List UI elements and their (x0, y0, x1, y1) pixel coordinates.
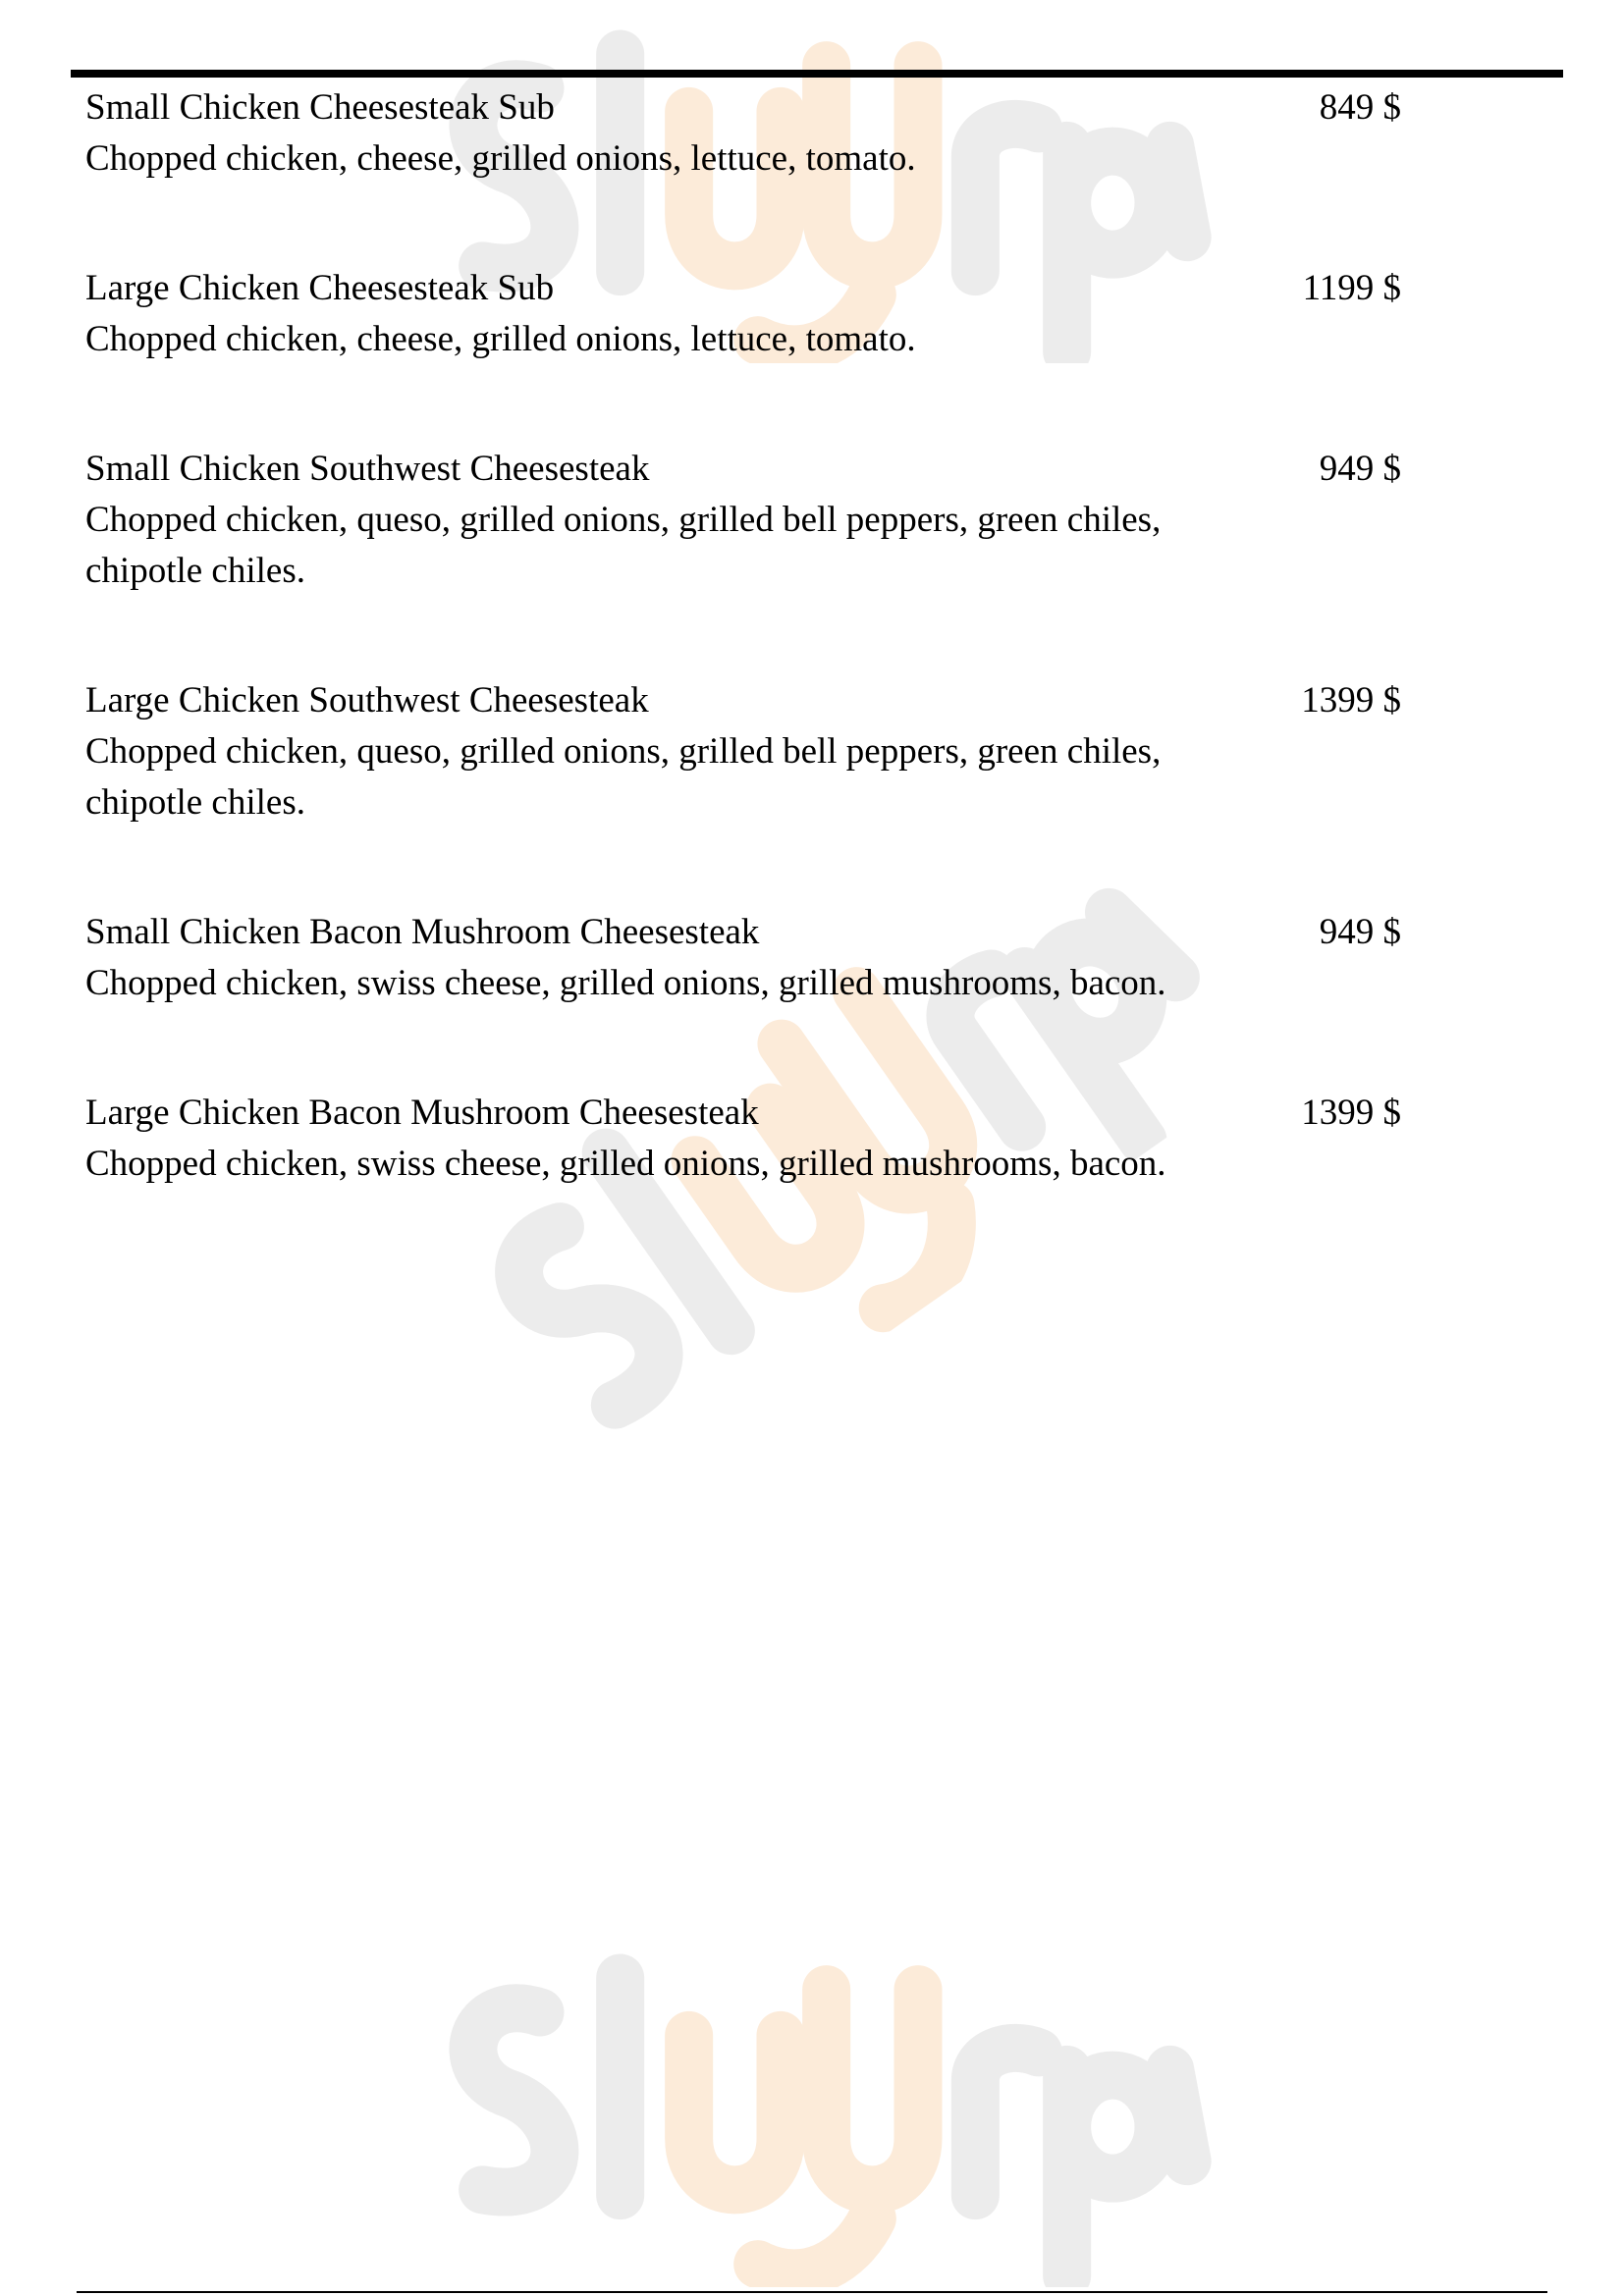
slurpy-watermark (403, 1944, 1227, 2287)
item-price: 949 $ (1319, 449, 1401, 489)
item-name: Large Chicken Cheesesteak Sub (85, 268, 555, 308)
menu-item (85, 907, 1401, 1009)
menu-item (85, 675, 1401, 828)
menu-item (85, 263, 1401, 365)
item-name: Small Chicken Cheesesteak Sub (85, 87, 555, 128)
item-description: Chopped chicken, queso, grilled onions, grilled bell peppers, green chiles, chipotle chiles. (85, 731, 1162, 823)
item-price: 1399 $ (1301, 680, 1401, 721)
item-price: 1399 $ (1301, 1093, 1401, 1133)
menu-item-list (85, 77, 1401, 1268)
item-description: Chopped chicken, swiss cheese, grilled onions, grilled mushrooms, bacon. (85, 1144, 1166, 1184)
menu-item (85, 1088, 1401, 1190)
bottom-divider (77, 2291, 1547, 2293)
item-description: Chopped chicken, queso, grilled onions, grilled bell peppers, green chiles, chipotle chiles. (85, 500, 1162, 591)
item-price: 849 $ (1319, 87, 1401, 128)
item-name: Small Chicken Bacon Mushroom Cheesesteak (85, 912, 760, 952)
menu-item (85, 444, 1401, 597)
item-price: 949 $ (1319, 912, 1401, 952)
item-name: Large Chicken Bacon Mushroom Cheesesteak (85, 1093, 759, 1133)
item-name: Large Chicken Southwest Cheesesteak (85, 680, 649, 721)
item-price: 1199 $ (1302, 268, 1401, 308)
slurpy-logo-icon (403, 1944, 1227, 2287)
item-description: Chopped chicken, cheese, grilled onions, lettuce, tomato. (85, 138, 916, 179)
item-description: Chopped chicken, swiss cheese, grilled onions, grilled mushrooms, bacon. (85, 963, 1166, 1003)
item-name: Small Chicken Southwest Cheesesteak (85, 449, 650, 489)
menu-item (85, 82, 1401, 185)
item-description: Chopped chicken, cheese, grilled onions, lettuce, tomato. (85, 319, 916, 359)
